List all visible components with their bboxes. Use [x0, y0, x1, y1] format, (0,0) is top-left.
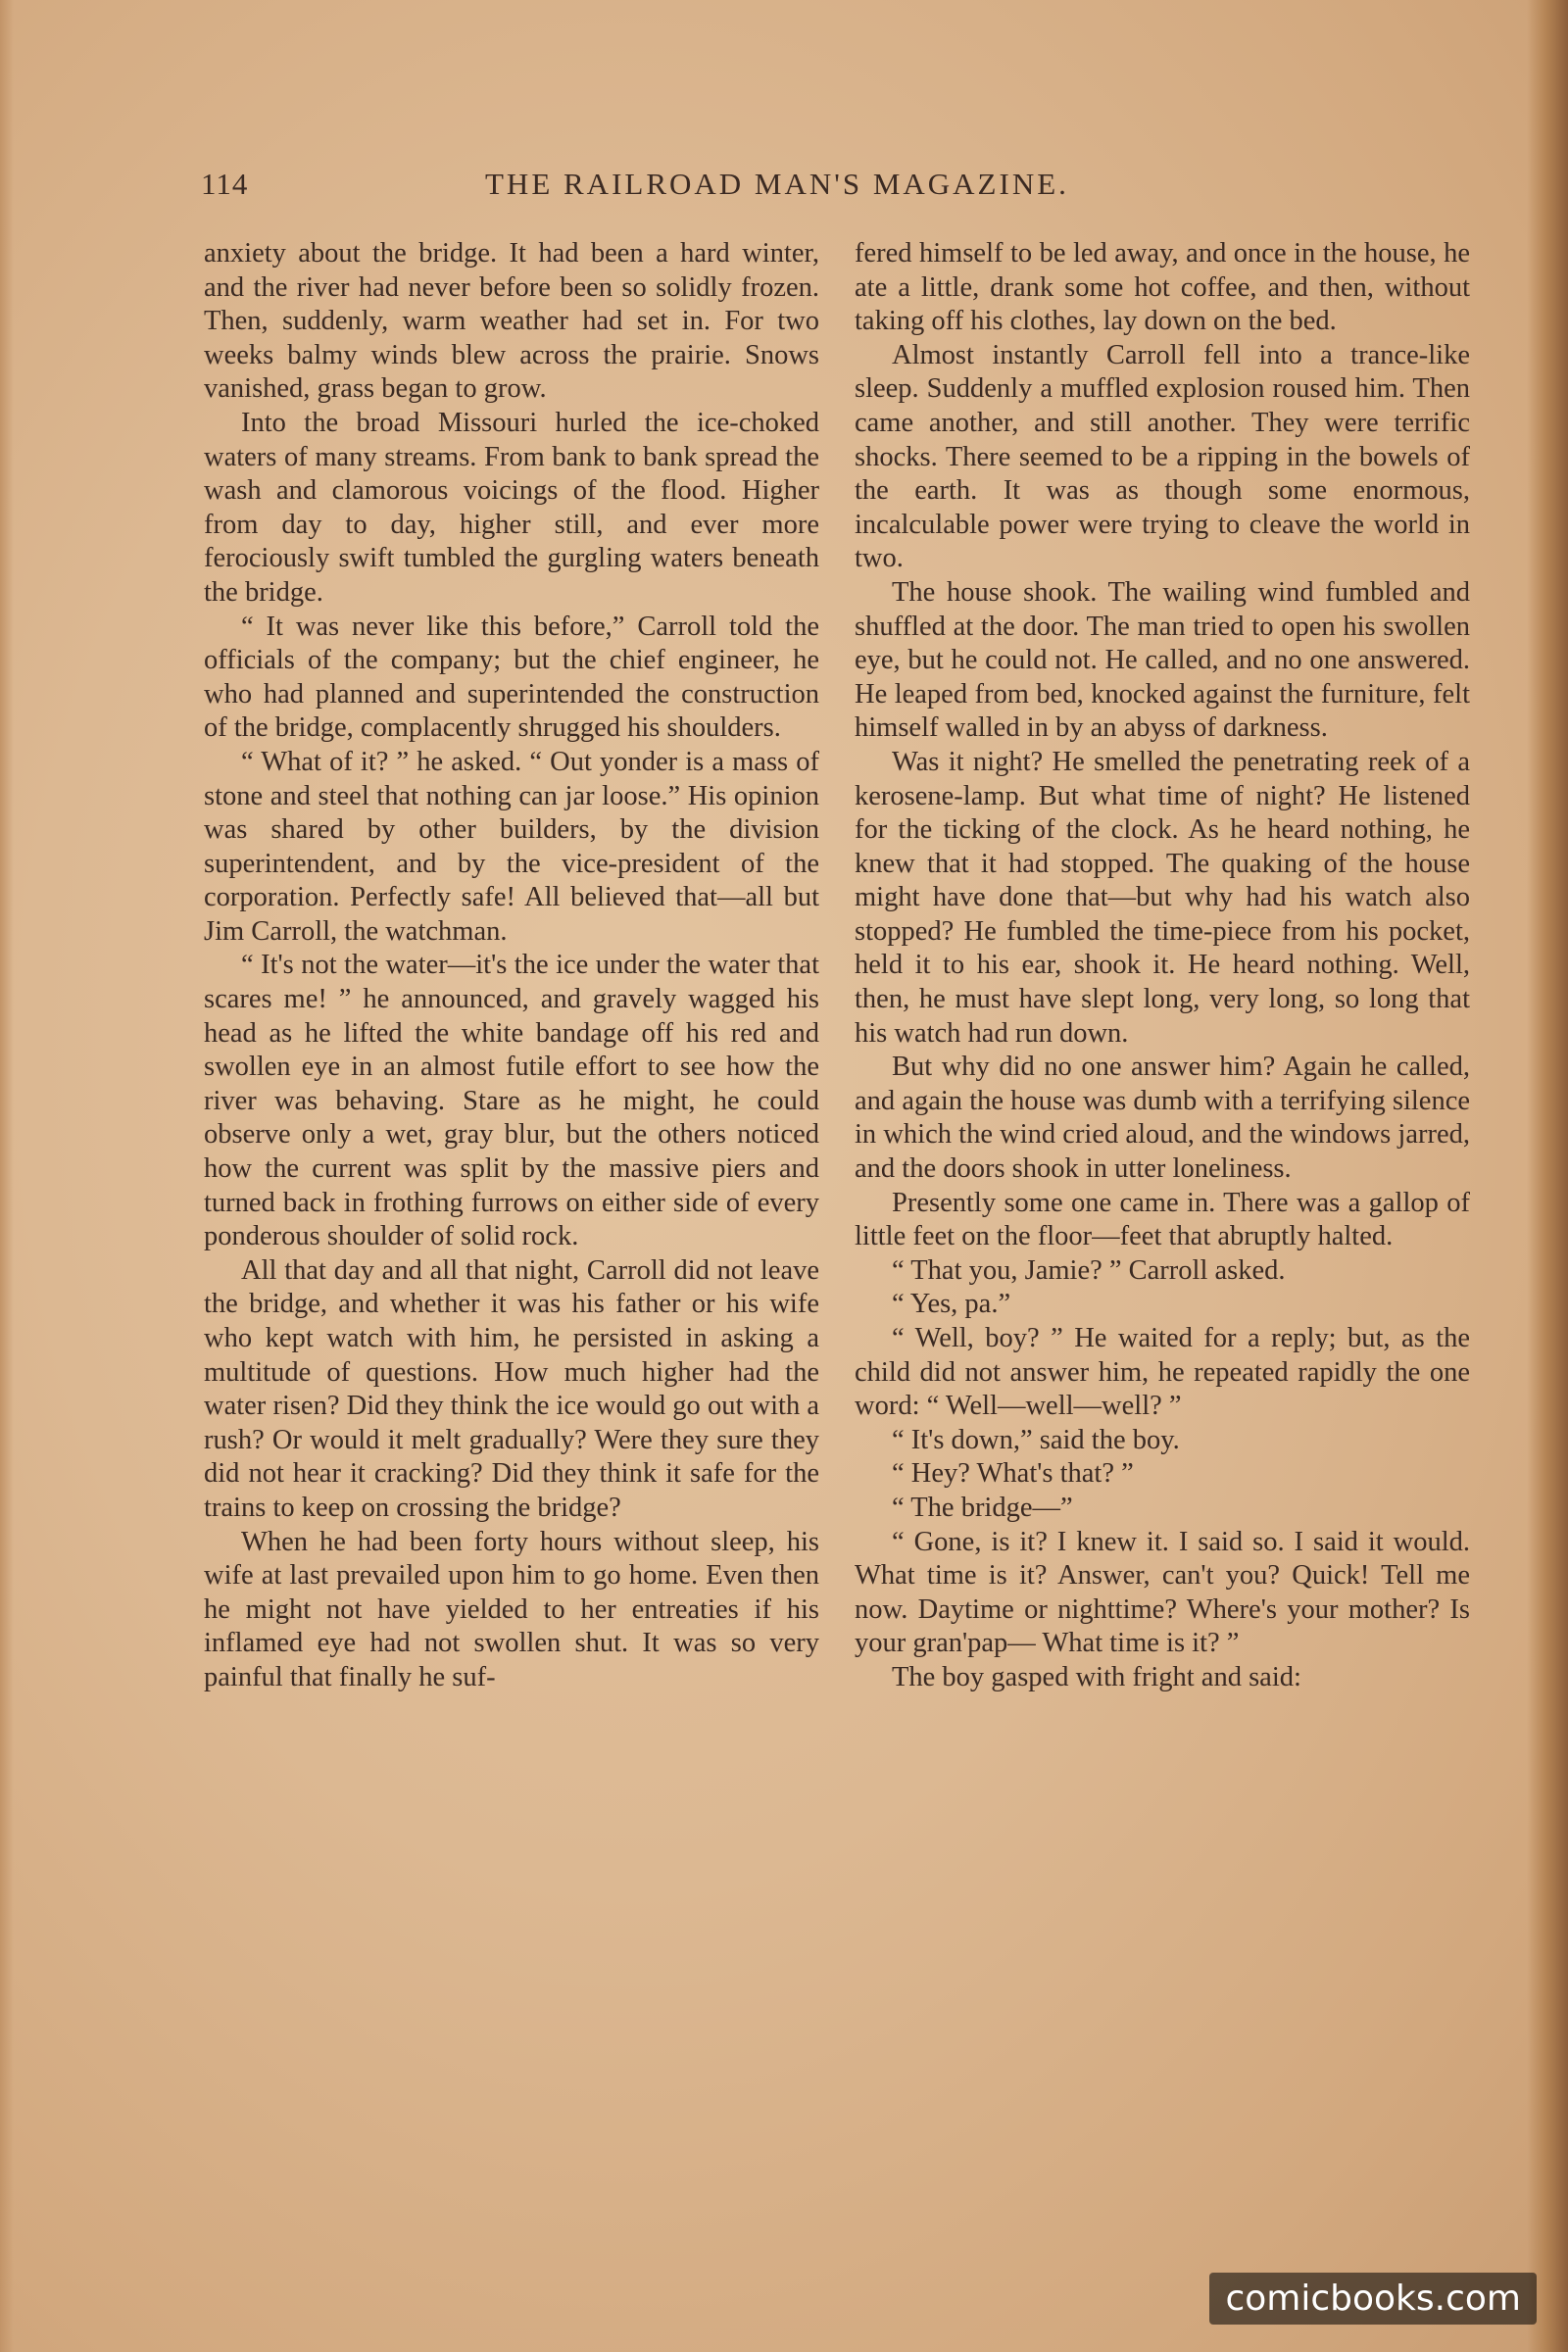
- paragraph: “ Well, boy? ” He waited for a reply; but, as the child did not answer him, he repeated rapidly the one word: “ Well—well—well? ”: [855, 1323, 1470, 1422]
- paragraph: “ Yes, pa.”: [892, 1289, 1011, 1320]
- paragraph: “ That you, Jamie? ” Carroll asked.: [892, 1254, 1286, 1286]
- paragraph: “ It's not the water—it's the ice under the water that scares me! ” he announced, and gravely wagged his head as he lifted the white bandage off his red and swollen eye in an almost futile effort to see how the river was behaving. Stare as he might, he could observe only a wet, gray blur, but the others noticed how the current was split by the massive piers and turned back in frothing furrows on either side of every ponderous shoulder of solid rock.: [204, 950, 819, 1252]
- paragraph: The house shook. The wailing wind fumbled and shuffled at the door. The man tried to open his swollen eye, but he could not. He called, and no one answered. He leaped from bed, knocked against the furniture, felt himself walled in by an abyss of darkness.: [855, 576, 1470, 744]
- paragraph: anxiety about the bridge. It had been a hard winter, and the river had never before been so solidly frozen. Then, suddenly, warm weather had set in. For two weeks balmy winds blew across the prairie. Snows vanished, grass began to grow.: [204, 238, 819, 405]
- paragraph: All that day and all that night, Carroll did not leave the bridge, and whether it was his father or his wife who kept watch with him, he persisted in asking a multitude of questions. How much higher had the water risen? Did they think the ice would go out with a rush? Or would it melt gradually? Were they sure they did not hear it cracking? Did they think it safe for the trains to keep on crossing the bridge?: [204, 1254, 819, 1523]
- paragraph: Was it night? He smelled the penetrating reek of a kerosene-lamp. But what time of night? He listened for the ticking of the clock. As he heard nothing, he knew that it had stopped. The quaking of the house might have done that—but why had his watch also stopped? He fumbled the time-piece from his pocket, held it to his ear, shook it. He heard nothing. Well, then, he must have slept long, very long, so long that his watch had run down.: [855, 746, 1470, 1049]
- paragraph: “ The bridge—”: [892, 1492, 1073, 1523]
- running-title: THE RAILROAD MAN'S MAGAZINE.: [485, 167, 1069, 201]
- page-right-edge-shading: [1527, 0, 1568, 2352]
- page-number: 114: [201, 167, 249, 201]
- paragraph: But why did no one answer him? Again he called, and again the house was dumb with a terrifying silence in which the wind cried aloud, and the windows jarred, and the doors shook in utter loneliness.: [855, 1052, 1470, 1185]
- paragraph: fered himself to be led away, and once in the house, he ate a little, drank some hot coffee, and then, without taking off his clothes, lay down on the bed.: [855, 238, 1470, 337]
- paragraph: “ Hey? What's that? ”: [892, 1458, 1134, 1490]
- paragraph: Presently some one came in. There was a gallop of little feet on the floor—feet that abruptly halted.: [855, 1187, 1470, 1252]
- right-column: [855, 237, 1470, 1695]
- paragraph: “ It's down,” said the boy.: [892, 1424, 1180, 1455]
- page-left-edge-shading: [0, 0, 14, 2352]
- paragraph: “ Gone, is it? I knew it. I said so. I said it would. What time is it? Answer, can't you? Quick! Tell me now. Daytime or nighttime? Where's your mother? Is your gran'pap— What time is it? ”: [855, 1526, 1470, 1659]
- site-watermark: comicbooks.com: [1209, 2273, 1537, 2325]
- paragraph: Almost instantly Carroll fell into a trance-like sleep. Suddenly a muffled explosion roused him. Then came another, and still another. They were terrific shocks. There seemed to be a ripping in the bowels of the earth. It was as though some enormous, incalculable power were trying to cleave the world in two.: [855, 339, 1470, 574]
- paragraph: “ What of it? ” he asked. “ Out yonder is a mass of stone and steel that nothing can jar loose.” His opinion was shared by other builders, by the division superintendent, and by the vice-president of the corporation. Perfectly safe! All believed that—all but Jim Carroll, the watchman.: [204, 746, 819, 947]
- paragraph: When he had been forty hours without sleep, his wife at last prevailed upon him to go home. Even then he might not have yielded to her entreaties if his inflamed eye had not swollen shut. It was so very painful that finally he suf-: [204, 1526, 819, 1692]
- left-column: [204, 237, 819, 1695]
- paragraph: Into the broad Missouri hurled the ice-choked waters of many streams. From bank to bank spread the wash and clamorous voicings of the flood. Higher from day to day, higher still, and ever more ferociously swift tumbled the gurgling waters beneath the bridge.: [204, 407, 819, 608]
- page-header: [201, 167, 1181, 206]
- paragraph: “ It was never like this before,” Carroll told the officials of the company; but the chief engineer, he who had planned and superintended the construction of the bridge, complacently shrugged his shoulders.: [204, 611, 819, 744]
- paragraph: The boy gasped with fright and said:: [892, 1661, 1301, 1692]
